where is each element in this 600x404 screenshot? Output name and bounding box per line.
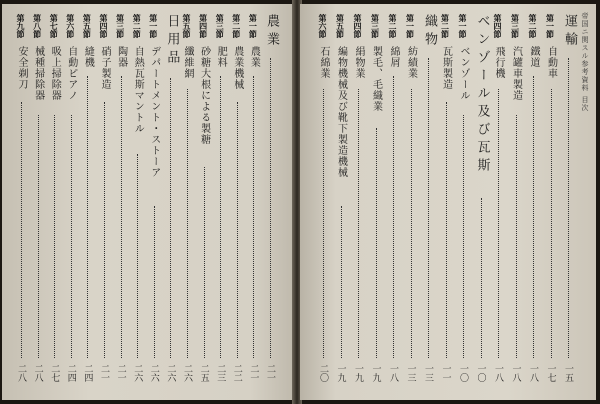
section-title: 飛行機 (493, 46, 504, 79)
page-number: 二六 (132, 364, 143, 382)
leader-dots (21, 102, 24, 358)
page-number: 一九 (335, 364, 346, 382)
toc-section (65, 4, 79, 400)
leader-dots (71, 115, 74, 358)
leader-dots (533, 76, 536, 358)
toc-section (131, 4, 145, 400)
section-number: 第五節 (182, 14, 191, 38)
section-title: 砂糖大根による製糖 (198, 46, 210, 145)
chapter-title: 運輸 (562, 14, 577, 50)
section-title: 編物機械及び靴下製造機械 (335, 46, 347, 178)
leader-dots (428, 58, 431, 358)
section-number: 第二節 (440, 14, 450, 38)
leader-dots (498, 89, 501, 358)
leader-dots (358, 89, 361, 358)
leader-dots (187, 89, 190, 358)
leader-dots (393, 76, 396, 358)
leader-dots (38, 115, 41, 358)
chapter-title: ベンゾール及び瓦斯 (474, 14, 490, 176)
page-number: 二八 (32, 364, 43, 382)
section-number: 第五節 (335, 14, 345, 38)
toc-section (231, 4, 245, 400)
toc-section (370, 4, 384, 400)
page-number: 二四 (82, 364, 93, 382)
toc-section (492, 4, 506, 400)
section-number: 第二節 (132, 14, 142, 38)
page-number: 二五 (198, 364, 209, 382)
section-title: 絹物業 (353, 46, 364, 79)
section-title: 縫機 (82, 46, 94, 68)
leader-dots (446, 102, 449, 358)
section-number: 第一節 (405, 14, 415, 38)
section-title: 纖維網 (182, 46, 193, 79)
section-title: 械種掃除器 (32, 46, 44, 101)
page-number: 一五 (563, 364, 573, 382)
chapter-title: 織物 (422, 14, 437, 50)
section-number: 第三節 (115, 14, 125, 38)
leader-dots (323, 89, 326, 358)
leader-dots (411, 89, 414, 358)
leader-dots (463, 115, 466, 358)
page-number: 二一 (265, 364, 275, 382)
section-title: 自動車 (545, 46, 557, 79)
toc-section (387, 4, 401, 400)
section-title: 安全剃刀 (16, 46, 27, 90)
page-number: 一一 (440, 364, 451, 382)
section-number: 第二節 (388, 14, 397, 38)
page-number: 一八 (493, 364, 503, 382)
page-number: 二一 (248, 364, 259, 382)
running-head-label: 目次 (581, 96, 589, 112)
toc-section (317, 4, 331, 400)
section-number: 第六節 (65, 14, 75, 38)
section-title: 農業 (248, 46, 260, 68)
toc-section (198, 4, 212, 400)
page-number: 二一 (99, 364, 109, 382)
toc-section (247, 4, 261, 400)
page-number: 二六 (165, 364, 176, 382)
chapter-title: 日用品 (164, 14, 180, 68)
leader-dots (121, 76, 124, 358)
section-number: 第三節 (370, 14, 380, 38)
right-page (300, 4, 596, 400)
page-number: 二二 (231, 364, 242, 382)
page-number: 一八 (528, 364, 538, 382)
section-title: 鐵道 (528, 46, 539, 68)
leader-dots (516, 115, 519, 358)
page-number: 二八 (16, 364, 26, 382)
section-number: 第四節 (353, 14, 362, 38)
page-number: 二四 (65, 364, 76, 382)
section-title: 自熱瓦斯マントル (132, 46, 144, 134)
page-number: 一九 (353, 364, 363, 382)
section-number: 第四節 (99, 14, 108, 38)
section-number: 第一節 (148, 14, 158, 38)
toc-section (510, 4, 524, 400)
page-number: 一三 (405, 364, 416, 382)
page-number: 二六 (182, 364, 192, 382)
leader-dots (481, 198, 484, 358)
section-title: 肥料 (215, 46, 227, 68)
leader-dots (237, 102, 240, 358)
page-number: 一三 (423, 364, 433, 382)
running-head: 帝国ニ関スル参考資料 (581, 12, 589, 92)
page-number: 二〇 (318, 364, 328, 382)
toc-section (335, 4, 349, 400)
leader-dots (204, 167, 207, 358)
toc-section (81, 4, 95, 400)
section-number: 第一節 (545, 14, 555, 38)
toc-section (527, 4, 541, 400)
page-number: 一〇 (458, 364, 468, 382)
section-number: 第四節 (493, 14, 502, 38)
section-number: 第九節 (16, 14, 25, 38)
page-number: 二七 (49, 364, 60, 382)
leader-dots (253, 76, 256, 358)
section-number: 第三節 (215, 14, 225, 38)
section-title: 綿屑 (388, 46, 399, 68)
section-number: 第三節 (510, 14, 520, 38)
leader-dots (170, 78, 173, 358)
toc-section (48, 4, 62, 400)
section-number: 第四節 (198, 14, 208, 38)
toc-section (15, 4, 29, 400)
page-number: 一九 (370, 364, 381, 382)
page-number: 二三 (215, 364, 226, 382)
leader-dots (54, 115, 57, 358)
leader-dots (551, 89, 554, 358)
toc-section (214, 4, 228, 400)
section-title: 瓦斯製造 (440, 46, 452, 90)
section-title: 紡績業 (405, 46, 417, 79)
leader-dots (220, 76, 223, 358)
toc-chapter (264, 4, 278, 400)
leader-dots (137, 154, 140, 358)
section-number: 第一節 (248, 14, 258, 38)
toc-section (405, 4, 419, 400)
toc-section (32, 4, 46, 400)
section-number: 第二節 (231, 14, 241, 38)
leader-dots (568, 58, 571, 358)
section-number: 第五節 (82, 14, 92, 38)
page-number: 二六 (148, 364, 159, 382)
toc-section (181, 4, 195, 400)
toc-section (148, 4, 162, 400)
section-title: ベンゾール (458, 46, 469, 101)
leader-dots (104, 102, 107, 358)
toc-section (115, 4, 129, 400)
toc-chapter (475, 4, 489, 400)
section-title: 農業機械 (231, 46, 243, 90)
section-number: 第八節 (32, 14, 42, 38)
section-title: 硝子製造 (99, 46, 110, 90)
leader-dots (154, 206, 157, 358)
toc-section (98, 4, 112, 400)
toc-section (352, 4, 366, 400)
section-title: 石綿業 (318, 46, 329, 79)
leader-dots (87, 76, 90, 358)
page-number: 一〇 (475, 364, 486, 382)
leader-dots (376, 128, 379, 358)
toc-section (440, 4, 454, 400)
toc-chapter (422, 4, 436, 400)
page-number: 一八 (510, 364, 521, 382)
toc-chapter (164, 4, 178, 400)
toc-section (545, 4, 559, 400)
section-title: 自動ピアノ (65, 46, 77, 101)
section-number: 第七節 (49, 14, 59, 38)
toc-chapter (562, 4, 576, 400)
section-title: 吸上掃除器 (49, 46, 61, 101)
page-number: 一七 (545, 364, 556, 382)
section-title: デパートメント・ストーア (148, 46, 160, 178)
section-title: 陶器 (115, 46, 127, 68)
toc-section (457, 4, 471, 400)
section-title: 製毛、毛織業 (370, 46, 382, 112)
page-number: 二一 (115, 364, 126, 382)
leader-dots (341, 206, 344, 358)
page-number: 一八 (388, 364, 398, 382)
chapter-title: 農業 (264, 14, 279, 50)
left-page (2, 4, 294, 400)
section-number: 第六節 (318, 14, 327, 38)
section-number: 第一節 (458, 14, 467, 38)
leader-dots (270, 58, 273, 358)
section-title: 汽罐車製造 (510, 46, 522, 101)
section-number: 第二節 (528, 14, 537, 38)
